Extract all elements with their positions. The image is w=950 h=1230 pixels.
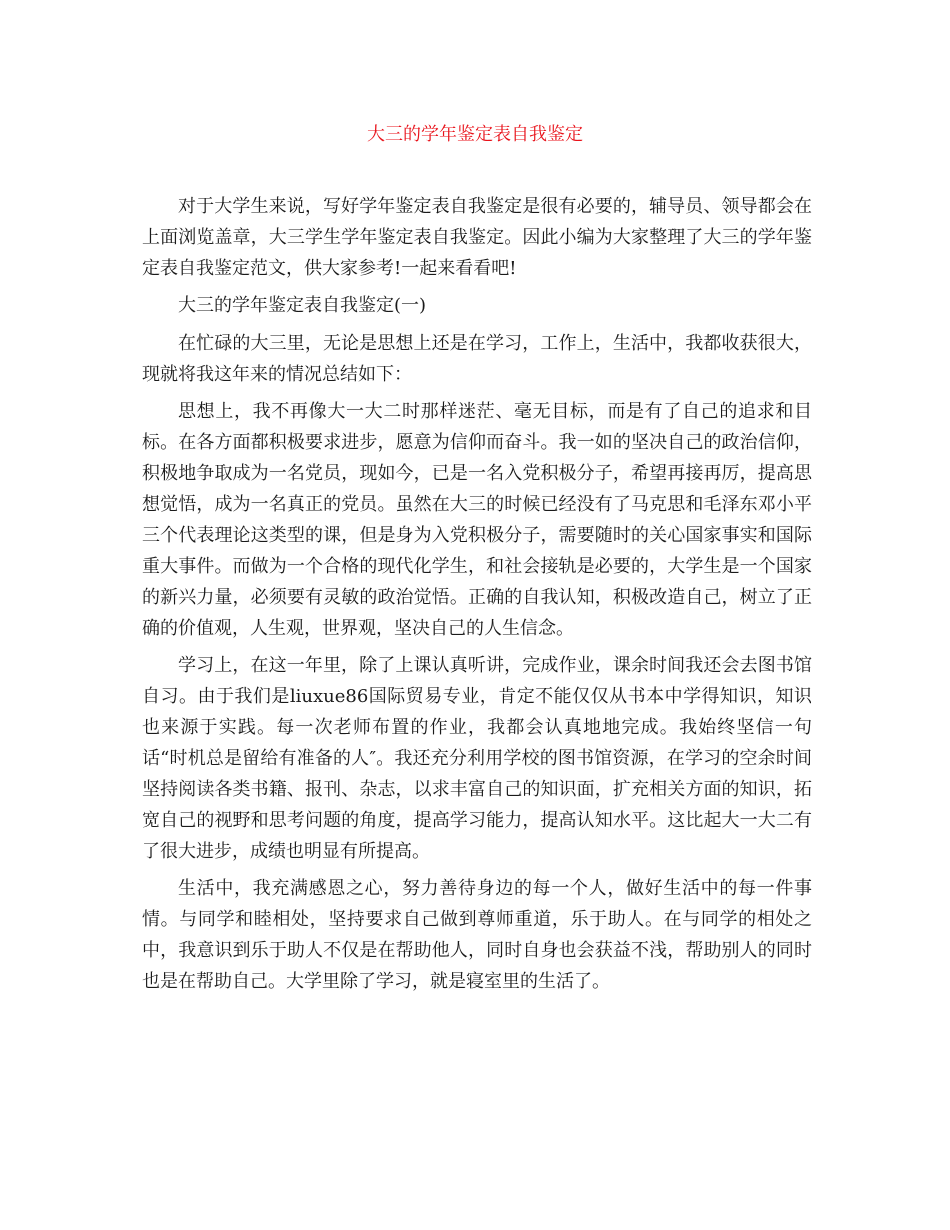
paragraph-study: 学习上，在这一年里，除了上课认真听讲，完成作业，课余时间我还会去图书馆自习。由于我们是liuxue86国际贸易专业，肯定不能仅仅从书本中学得知识，知识也来源于实践。每一次老师布置的作业，我都会认真地地完成。我始终坚信一句话“时机总是留给有准备的人″。我还充分利用学校的图书馆资源，在学习的空余时间坚持阅读各类书籍、报刊、杂志，以求丰富自己的知识面，扩充相关方面的知识，拓宽自己的视野和思考问题的角度，提高学习能力，提高认知水平。这比起大一大二有了很大进步，成绩也明显有所提高。	[142, 655, 812, 862]
paragraph-thought: 思想上，我不再像大一大二时那样迷茫、毫无目标，而是有了自己的追求和目标。在各方面都积极要求进步，愿意为信仰而奋斗。我一如的坚决自己的政治信仰，积极地争取成为一名党员，现如今，已是一名入党积极分子，希望再接再厉，提高思想觉悟，成为一名真正的党员。虽然在大三的时候已经没有了马克思和毛泽东邓小平三个代表理论这类型的课，但是身为入党积极分子，需要随时的关心国家事实和国际重大事件。而做为一个合格的现代化学生，和社会接轨是必要的，大学生是一个国家的新兴力量，必须要有灵敏的政治觉悟。正确的自我认知，积极改造自己，树立了正确的价值观，人生观，世界观，坚决自己的人生信念。	[142, 401, 812, 639]
section-heading: 大三的学年鉴定表自我鉴定(一)	[178, 295, 427, 316]
document-body	[142, 191, 812, 1003]
paragraph-intro: 对于大学生来说，写好学年鉴定表自我鉴定是很有必要的，辅导员、领导都会在上面浏览盖章，大三学生学年鉴定表自我鉴定。因此小编为大家整理了大三的学年鉴定表自我鉴定范文，供大家参考!一起来看看吧!	[142, 196, 812, 279]
paragraph-summary: 在忙碌的大三里，无论是思想上还是在学习，工作上，生活中，我都收获很大，现就将我这年来的情况总结如下：	[142, 333, 812, 385]
document-title: 大三的学年鉴定表自我鉴定	[367, 124, 583, 145]
paragraph-life: 生活中，我充满感恩之心，努力善待身边的每一个人，做好生活中的每一件事情。与同学和睦相处，坚持要求自己做到尊师重道，乐于助人。在与同学的相处之中，我意识到乐于助人不仅是在帮助他人，同时自身也会获益不浅，帮助别人的同时也是在帮助自己。大学里除了学习，就是寝室里的生活了。	[142, 878, 812, 992]
